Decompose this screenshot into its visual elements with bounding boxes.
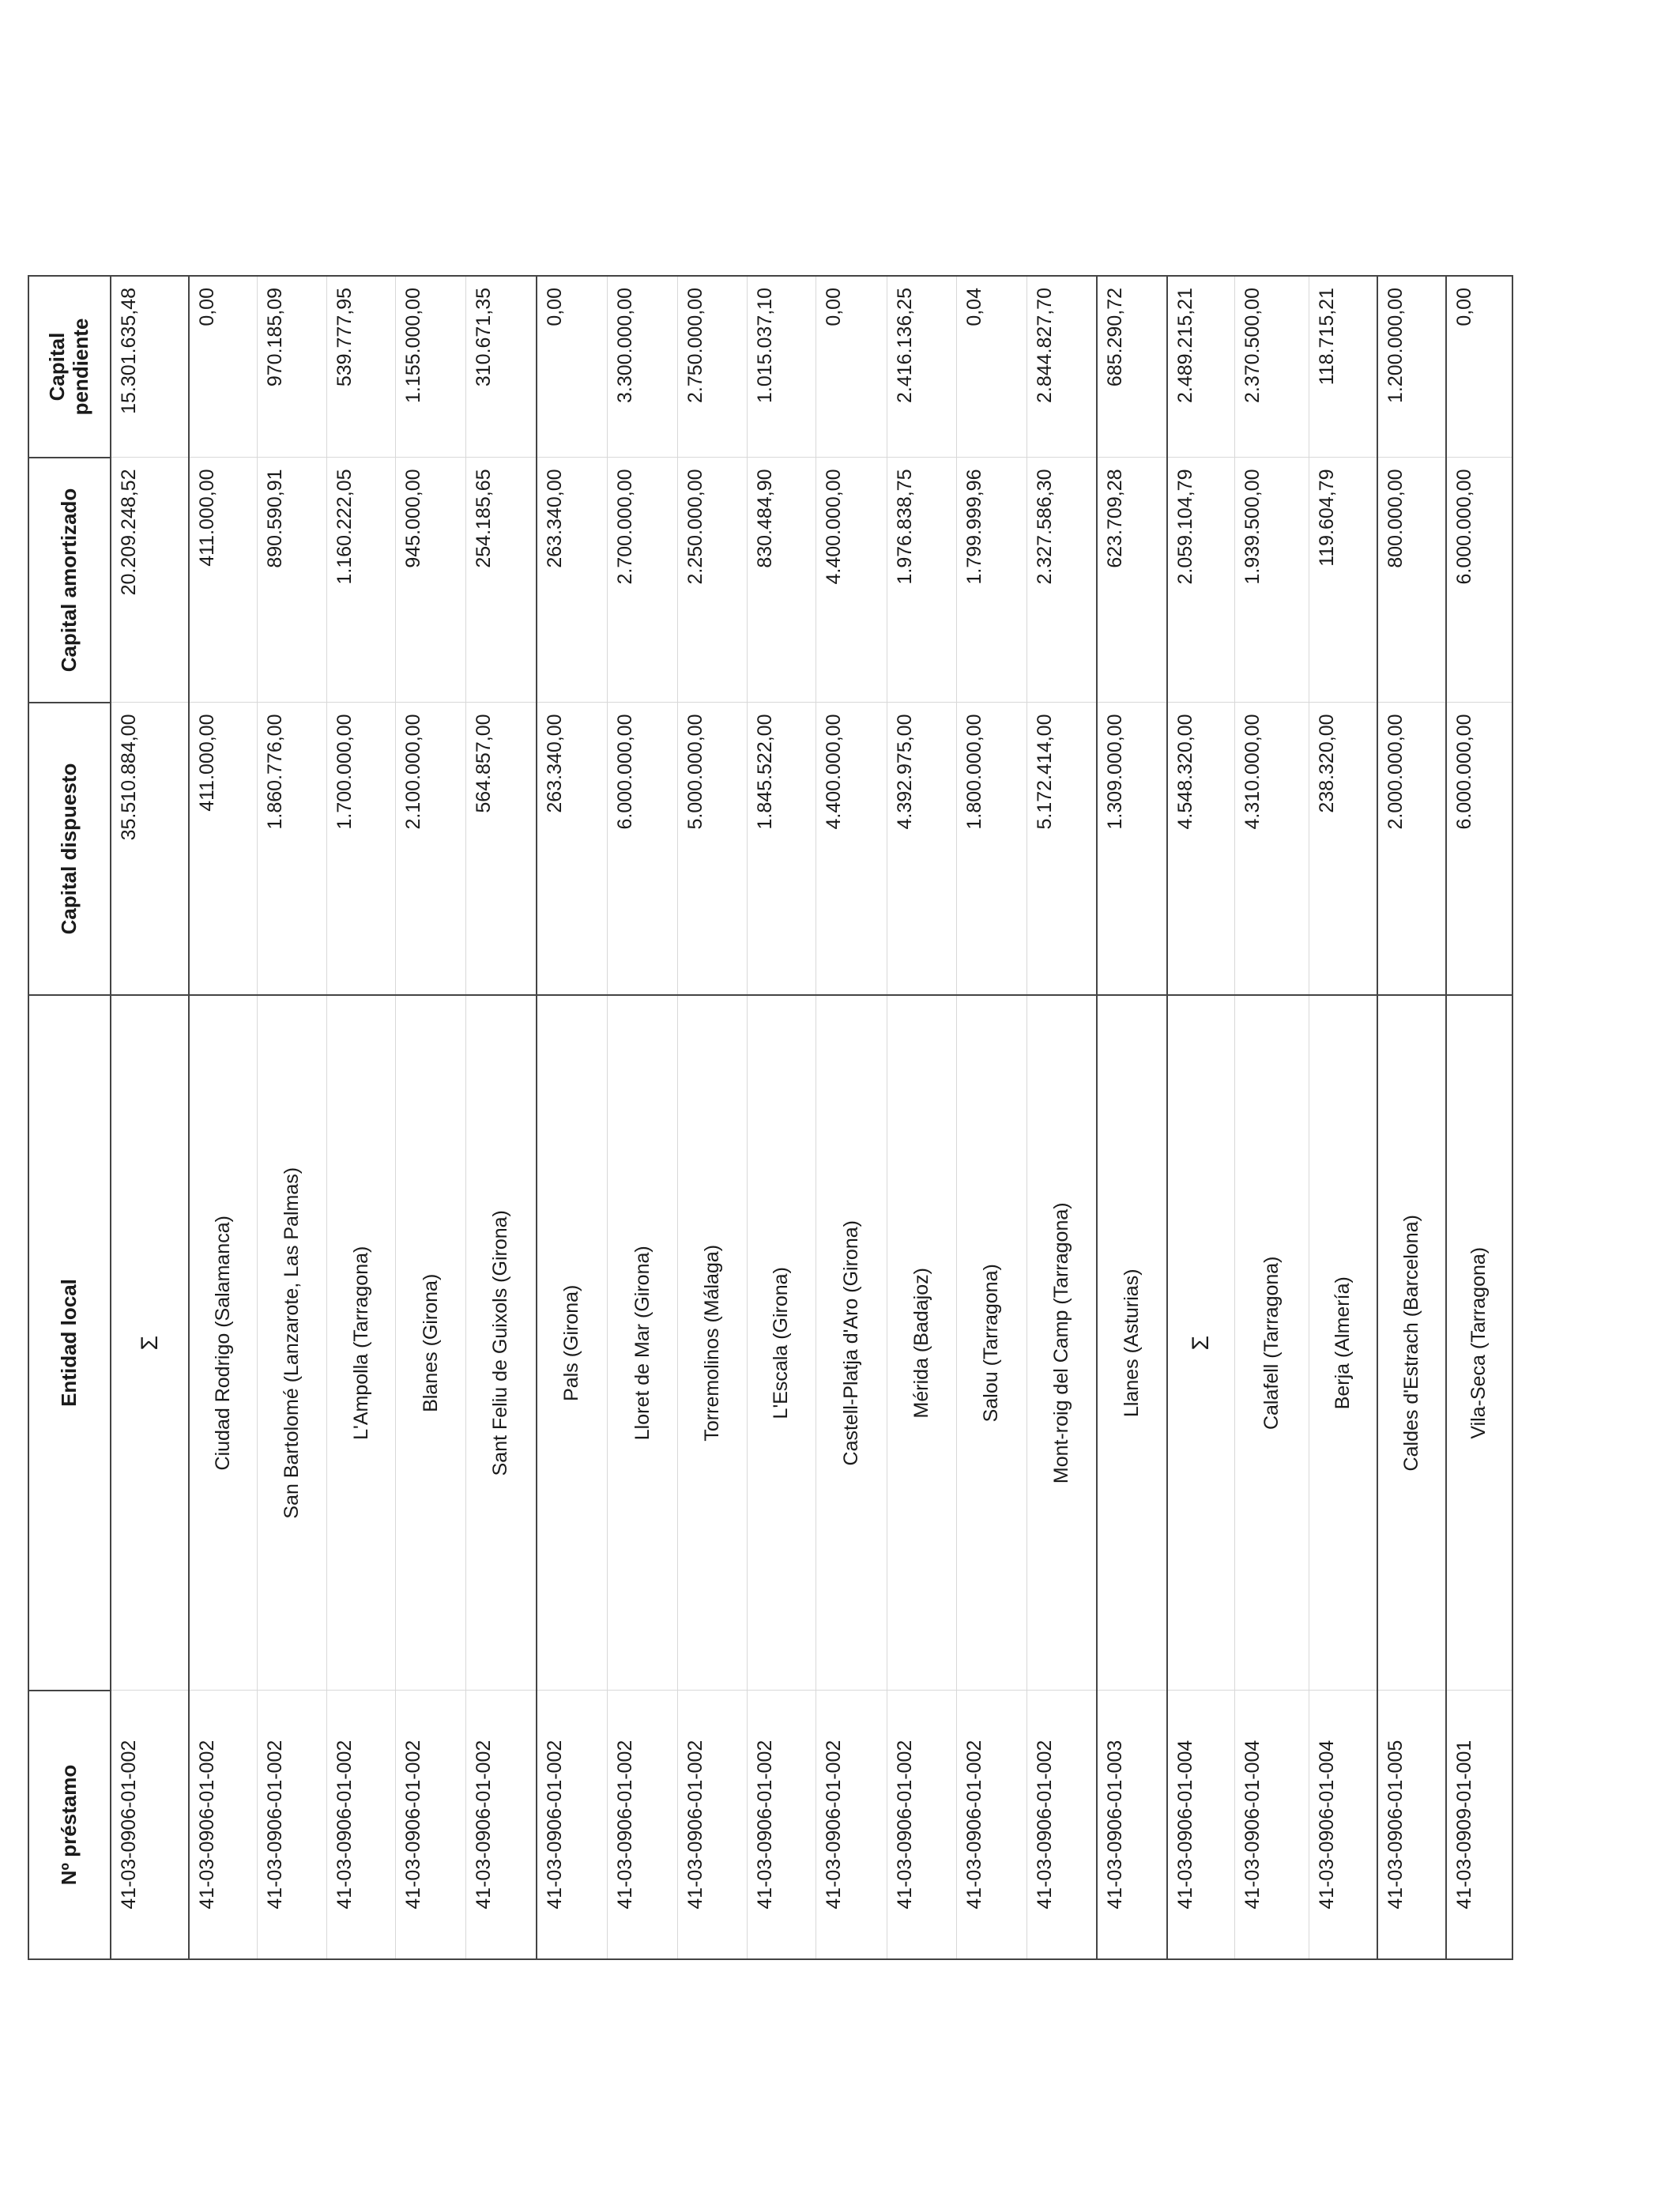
table-row: [816, 276, 887, 1959]
loan-number-cell: 41-03-0906-01-002: [327, 1691, 396, 1959]
capital-pending-cell: 1.200.000,00: [1377, 276, 1446, 458]
table-row: [1446, 276, 1512, 1959]
loan-number-cell: 41-03-0906-01-004: [1309, 1691, 1377, 1959]
entity-cell: Blanes (Girona): [396, 995, 466, 1691]
capital-amortized-cell: 1.976.838,75: [887, 458, 956, 703]
capital-disposed-cell: 4.310.000,00: [1234, 703, 1309, 995]
capital-amortized-cell: 4.400.000,00: [816, 458, 887, 703]
capital-pending-cell: 0,00: [1446, 276, 1512, 458]
capital-amortized-cell: 263.340,00: [537, 458, 608, 703]
entity-cell: Salou (Tarragona): [956, 995, 1026, 1691]
loan-number-cell: 41-03-0906-01-002: [466, 1691, 537, 1959]
table-header-row: [28, 276, 111, 1959]
entity-cell: Llanes (Asturias): [1097, 995, 1167, 1691]
header-capital-pending: [28, 276, 111, 458]
table-row: [748, 276, 816, 1959]
entity-cell: Torremolinos (Málaga): [678, 995, 748, 1691]
capital-amortized-cell: 254.185,65: [466, 458, 537, 703]
table-row: [1026, 276, 1097, 1959]
capital-amortized-cell: 411.000,00: [189, 458, 258, 703]
capital-pending-cell: 15.301.635,48: [111, 276, 189, 458]
capital-disposed-cell: 564.857,00: [466, 703, 537, 995]
capital-pending-cell: 118.715,21: [1309, 276, 1377, 458]
table-row: [678, 276, 748, 1959]
capital-amortized-cell: 945.000,00: [396, 458, 466, 703]
table-row: [327, 276, 396, 1959]
capital-disposed-cell: 5.172.414,00: [1026, 703, 1097, 995]
table-row: [1097, 276, 1167, 1959]
capital-disposed-cell: 4.548.320,00: [1167, 703, 1234, 995]
header-capital-pending-line1: Capital: [45, 332, 70, 401]
loan-number-cell: 41-03-0906-01-002: [608, 1691, 678, 1959]
capital-disposed-cell: 4.400.000,00: [816, 703, 887, 995]
capital-disposed-cell: 2.100.000,00: [396, 703, 466, 995]
capital-disposed-cell: 1.845.522,00: [748, 703, 816, 995]
loan-number-cell: 41-03-0906-01-002: [816, 1691, 887, 1959]
loan-number-cell: 41-03-0906-01-002: [258, 1691, 327, 1959]
entity-cell: Pals (Girona): [537, 995, 608, 1691]
capital-pending-cell: 1.155.000,00: [396, 276, 466, 458]
capital-pending-cell: 2.489.215,21: [1167, 276, 1234, 458]
capital-amortized-cell: 830.484,90: [748, 458, 816, 703]
loan-number-cell: 41-03-0906-01-002: [956, 1691, 1026, 1959]
capital-disposed-cell: 5.000.000,00: [678, 703, 748, 995]
capital-amortized-cell: 890.590,91: [258, 458, 327, 703]
table-row: [1167, 276, 1234, 1959]
table-row: [258, 276, 327, 1959]
capital-disposed-cell: 263.340,00: [537, 703, 608, 995]
loan-number-cell: 41-03-0906-01-004: [1167, 1691, 1234, 1959]
table-row: [608, 276, 678, 1959]
table-row: [466, 276, 537, 1959]
capital-disposed-cell: 1.700.000,00: [327, 703, 396, 995]
capital-amortized-cell: 2.250.000,00: [678, 458, 748, 703]
entity-cell: Calafell (Tarragona): [1234, 995, 1309, 1691]
capital-amortized-cell: 1.799.999,96: [956, 458, 1026, 703]
entity-cell: L'Ampolla (Tarragona): [327, 995, 396, 1691]
capital-amortized-cell: 2.327.586,30: [1026, 458, 1097, 703]
capital-disposed-cell: 1.800.000,00: [956, 703, 1026, 995]
loan-number-cell: 41-03-0906-01-002: [887, 1691, 956, 1959]
capital-disposed-cell: 6.000.000,00: [1446, 703, 1512, 995]
capital-pending-cell: 970.185,09: [258, 276, 327, 458]
loan-number-cell: 41-03-0906-01-004: [1234, 1691, 1309, 1959]
loan-number-cell: 41-03-0906-01-002: [748, 1691, 816, 1959]
entity-cell: Ciudad Rodrigo (Salamanca): [189, 995, 258, 1691]
table-row: [887, 276, 956, 1959]
capital-pending-cell: 0,00: [816, 276, 887, 458]
capital-pending-cell: 3.300.000,00: [608, 276, 678, 458]
capital-disposed-cell: 1.860.776,00: [258, 703, 327, 995]
loan-number-cell: 41-03-0906-01-002: [537, 1691, 608, 1959]
table-body: [111, 276, 1512, 1959]
capital-pending-cell: 2.370.500,00: [1234, 276, 1309, 458]
loan-number-cell: 41-03-0909-01-001: [1446, 1691, 1512, 1959]
table-row: [189, 276, 258, 1959]
capital-pending-cell: 2.750.000,00: [678, 276, 748, 458]
entity-cell: Σ: [111, 995, 189, 1691]
loan-table: [28, 275, 1513, 1960]
loan-number-cell: 41-03-0906-01-002: [678, 1691, 748, 1959]
header-capital-amortized: Capital amortizado: [28, 458, 111, 703]
table-row: [537, 276, 608, 1959]
loan-number-cell: 41-03-0906-01-002: [189, 1691, 258, 1959]
capital-amortized-cell: 6.000.000,00: [1446, 458, 1512, 703]
capital-disposed-cell: 411.000,00: [189, 703, 258, 995]
capital-amortized-cell: 1.160.222,05: [327, 458, 396, 703]
capital-amortized-cell: 2.059.104,79: [1167, 458, 1234, 703]
capital-disposed-cell: 2.000.000,00: [1377, 703, 1446, 995]
table-row: [1377, 276, 1446, 1959]
capital-pending-cell: 685.290,72: [1097, 276, 1167, 458]
entity-cell: Mont-roig del Camp (Tarragona): [1026, 995, 1097, 1691]
table-row: [1234, 276, 1309, 1959]
capital-disposed-cell: 238.320,00: [1309, 703, 1377, 995]
loan-number-cell: 41-03-0906-01-002: [1026, 1691, 1097, 1959]
entity-cell: San Bartolomé (Lanzarote, Las Palmas): [258, 995, 327, 1691]
capital-amortized-cell: 2.700.000,00: [608, 458, 678, 703]
table-row: [111, 276, 189, 1959]
table-row: [396, 276, 466, 1959]
capital-disposed-cell: 35.510.884,00: [111, 703, 189, 995]
capital-pending-cell: 2.844.827,70: [1026, 276, 1097, 458]
capital-amortized-cell: 20.209.248,52: [111, 458, 189, 703]
capital-amortized-cell: 119.604,79: [1309, 458, 1377, 703]
entity-cell: L'Escala (Girona): [748, 995, 816, 1691]
header-entity: Entidad local: [28, 995, 111, 1691]
capital-pending-cell: 1.015.037,10: [748, 276, 816, 458]
entity-cell: Vila-Seca (Tarragona): [1446, 995, 1512, 1691]
capital-pending-cell: 0,00: [537, 276, 608, 458]
capital-pending-cell: 0,04: [956, 276, 1026, 458]
capital-disposed-cell: 4.392.975,00: [887, 703, 956, 995]
capital-amortized-cell: 800.000,00: [1377, 458, 1446, 703]
loan-number-cell: 41-03-0906-01-002: [111, 1691, 189, 1959]
table-row: [956, 276, 1026, 1959]
entity-cell: Sant Feliu de Guixols (Girona): [466, 995, 537, 1691]
capital-disposed-cell: 6.000.000,00: [608, 703, 678, 995]
capital-disposed-cell: 1.309.000,00: [1097, 703, 1167, 995]
header-capital-pending-line2: pendiente: [69, 318, 92, 416]
entity-cell: Σ: [1167, 995, 1234, 1691]
capital-pending-cell: 539.777,95: [327, 276, 396, 458]
header-capital-disposed: Capital dispuesto: [28, 703, 111, 995]
capital-pending-cell: 310.671,35: [466, 276, 537, 458]
capital-amortized-cell: 1.939.500,00: [1234, 458, 1309, 703]
table-row: [1309, 276, 1377, 1959]
entity-cell: Castell-Platja d'Aro (Girona): [816, 995, 887, 1691]
capital-pending-cell: 2.416.136,25: [887, 276, 956, 458]
entity-cell: Berja (Almería): [1309, 995, 1377, 1691]
entity-cell: Caldes d'Estrach (Barcelona): [1377, 995, 1446, 1691]
capital-pending-cell: 0,00: [189, 276, 258, 458]
loan-number-cell: 41-03-0906-01-003: [1097, 1691, 1167, 1959]
header-loan-number: Nº préstamo: [28, 1691, 111, 1959]
entity-cell: Mérida (Badajoz): [887, 995, 956, 1691]
loan-number-cell: 41-03-0906-01-005: [1377, 1691, 1446, 1959]
capital-amortized-cell: 623.709,28: [1097, 458, 1167, 703]
loan-number-cell: 41-03-0906-01-002: [396, 1691, 466, 1959]
entity-cell: Lloret de Mar (Girona): [608, 995, 678, 1691]
